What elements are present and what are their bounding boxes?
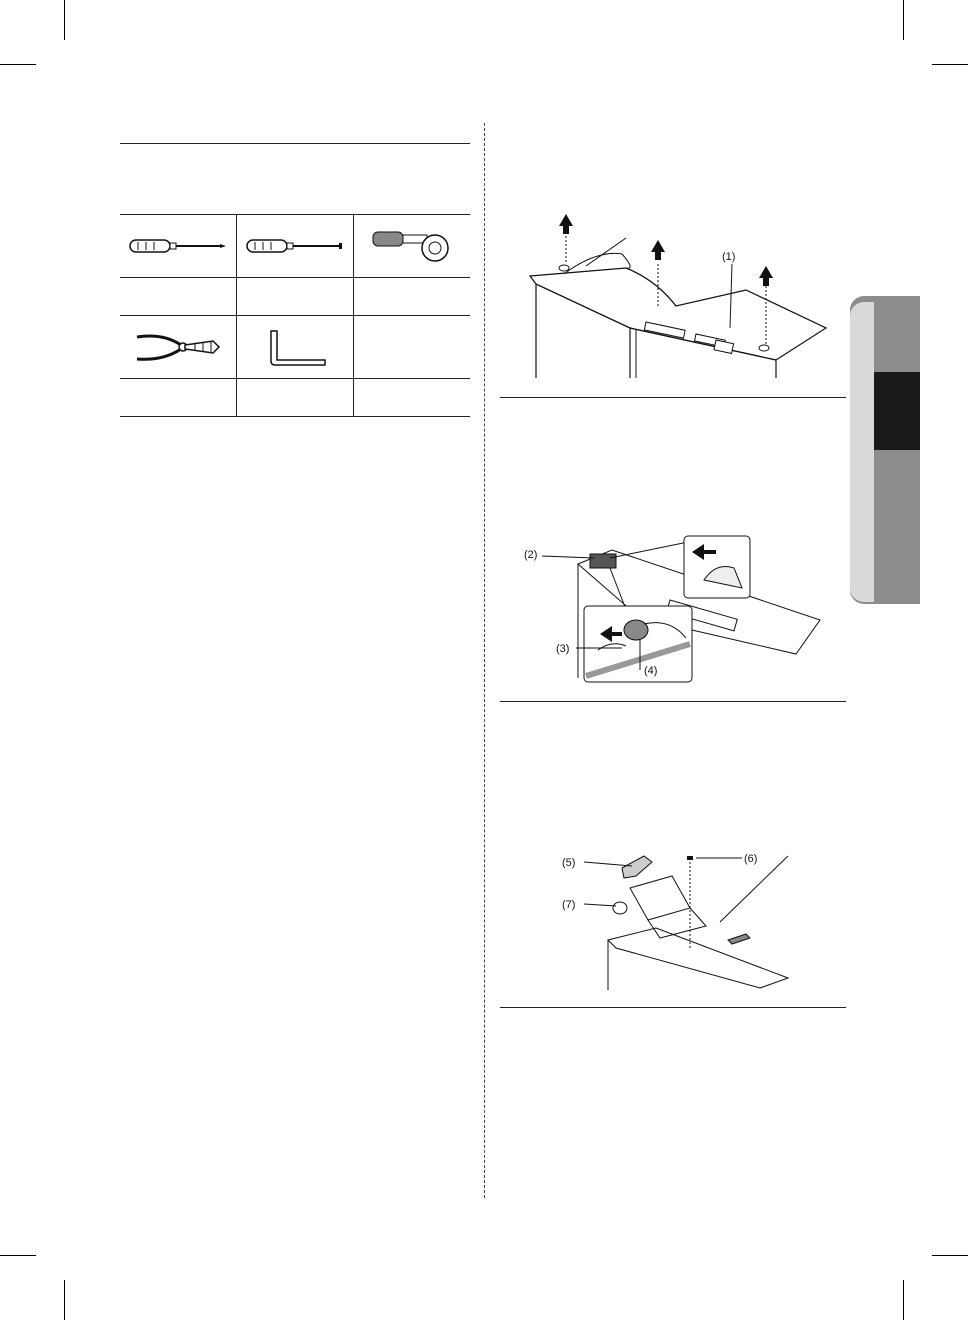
table-row [120,214,470,277]
table-cell [120,316,236,378]
crop-mark [0,64,36,65]
section-tab-active [872,372,920,450]
callout-label: (4) [644,665,658,677]
flat-screwdriver-icon [245,234,345,258]
crop-mark [903,0,904,40]
callout-label: (2) [524,549,538,561]
table-cell [353,316,470,378]
table-cell [353,278,470,315]
section-rule [500,701,846,702]
crop-mark [932,64,968,65]
table-cell [236,278,353,315]
section-tab-light [850,302,874,602]
figure-top-cover [526,210,846,380]
crop-mark [903,1280,904,1320]
table-cell [236,215,353,277]
table-row [120,378,470,417]
callout-label: (5) [562,857,576,869]
table-cell [353,215,470,277]
column-divider [484,123,485,1198]
callout-label: (6) [744,853,758,865]
section-rule [120,143,470,144]
callout-label: (7) [562,899,576,911]
section-rule [500,1007,846,1008]
crop-mark [0,1255,36,1256]
table-cell [120,215,236,277]
table-cell [236,316,353,378]
socket-wrench-icon [367,228,457,264]
crop-mark [64,0,65,40]
crop-mark [932,1255,968,1256]
table-row [120,277,470,315]
table-cell [120,379,236,416]
figure-hinge [560,848,800,993]
tools-table [120,214,470,417]
callout-label: (1) [722,251,736,263]
figure-wire-harness [520,528,830,688]
table-cell [236,379,353,416]
table-cell [353,379,470,416]
callout-label: (3) [556,643,570,655]
crop-mark [64,1280,65,1320]
table-row [120,315,470,378]
table-cell [120,278,236,315]
section-tabs [850,296,920,604]
allen-key-icon [255,327,335,367]
pliers-icon [133,327,223,367]
phillips-screwdriver-icon [128,234,228,258]
section-rule [500,397,846,398]
